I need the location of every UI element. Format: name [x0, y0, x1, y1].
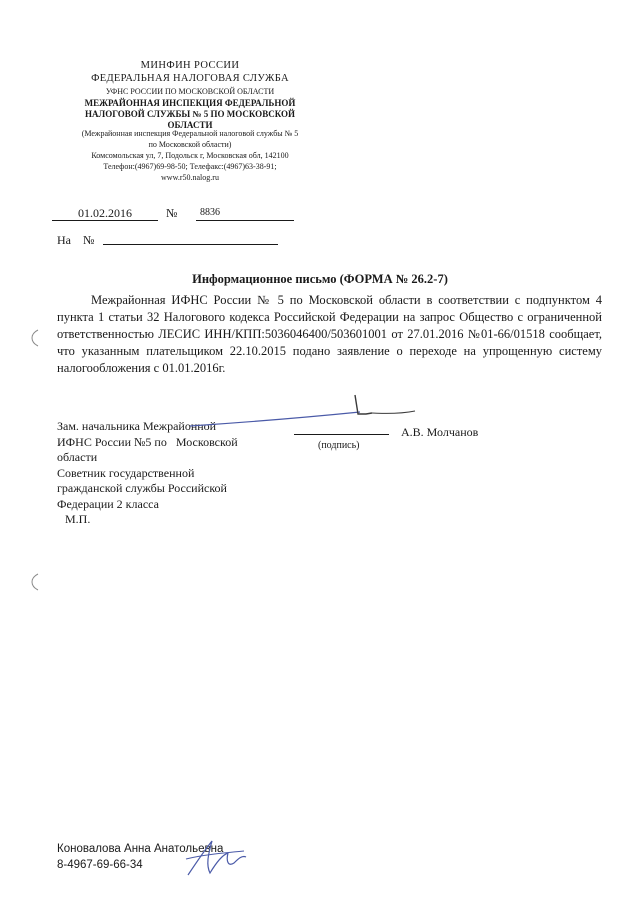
executor-phone: 8-4967-69-66-34 [57, 859, 143, 871]
signer-name: А.В. Молчанов [401, 425, 479, 439]
seal-label: М.П. [65, 512, 91, 526]
number-underline [196, 220, 294, 221]
document-title: Информационное письмо (ФОРМА № 26.2-7) [192, 272, 448, 286]
contact-block [50, 150, 330, 183]
date-underline [52, 220, 158, 221]
phones: Телефон:(4967)69-98-50; Телефакс:(4967)63-38-91; [103, 162, 277, 171]
ministry-name: МИНФИН РОССИИ [140, 60, 240, 71]
address: Комсомольская ул, 7, Подольск г, Московская обл, 142100 [91, 151, 289, 160]
department-name: УФНС РОССИИ ПО МОСКОВСКОЙ ОБЛАСТИ [105, 87, 275, 96]
signature-caption: (подпись) [318, 440, 360, 451]
executor-signature [182, 833, 252, 883]
executor-name: Коновалова Анна Анатольевна [57, 843, 224, 855]
body-paragraph: Межрайонная ИФНС России № 5 по Московской области в соответствии с подпунктом 4 пункта 1 статьи 32 Налогового кодекса Российской Федерации на запрос Общество с ограниченной ответственностью ЛЕСИС ИНН/КПП:5036046400/503601001 от 27.01.2016 №01-66/01518 сообщает, что указанным плательщиком 22.10.2015 подано заявление о переходе на упрощенную систему налогообложения с 01.01.2016г. [57, 293, 602, 375]
signer-position: Зам. начальника Межрайонной ИФНС России №5 по Московской области Советник государственной гражданской службы Российской Федерации 2 класса [57, 419, 238, 511]
website: www.r50.nalog.ru [161, 173, 219, 182]
handwritten-signature [190, 392, 450, 442]
inspection-note: (Межрайонная инспекция Федеральной налоговой службы № 5 по Московской области) [81, 129, 299, 149]
letter-number: 8836 [200, 207, 220, 218]
letter-date: 01.02.2016 [78, 206, 132, 220]
service-name: ФЕДЕРАЛЬНАЯ НАЛОГОВАЯ СЛУЖБА [91, 73, 289, 84]
number-sign: № [166, 206, 178, 220]
punch-hole-mark [28, 572, 40, 592]
to-number-sign: № [83, 233, 95, 247]
to-number-underline [103, 244, 278, 245]
to-label: На [57, 233, 71, 247]
punch-hole-mark [28, 328, 40, 348]
inspection-name: МЕЖРАЙОННАЯ ИНСПЕКЦИЯ ФЕДЕРАЛЬНОЙ НАЛОГОВОЙ СЛУЖБЫ № 5 ПО МОСКОВСКОЙ ОБЛАСТИ [84, 98, 296, 130]
